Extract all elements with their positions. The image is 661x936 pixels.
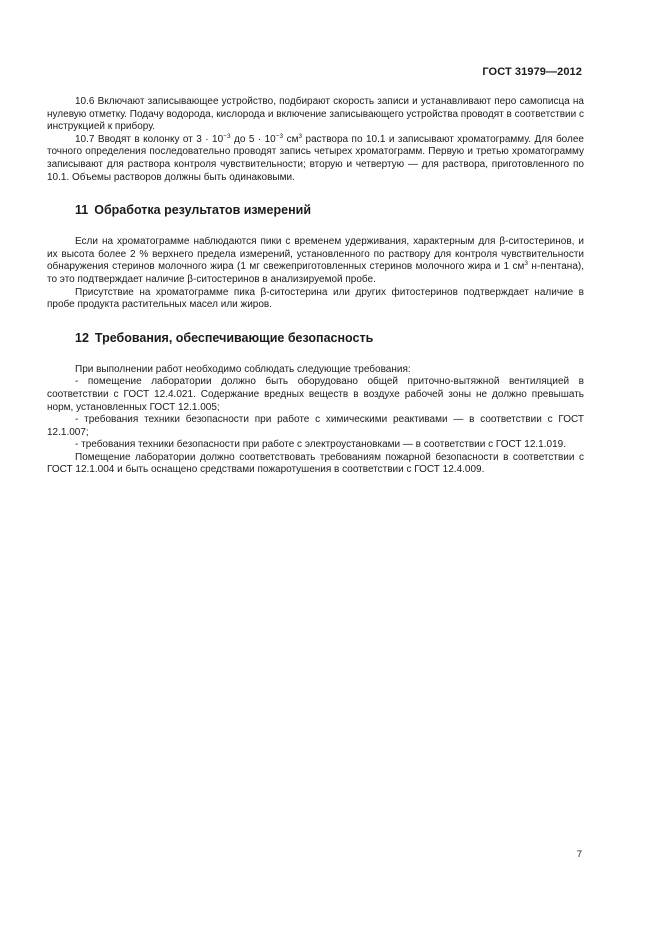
page-number: 7 (576, 849, 582, 860)
section-11-number: 11 (75, 203, 89, 218)
paragraph-10-7 (47, 134, 584, 184)
section-12-closing: Помещение лаборатории должно соответствовать требованиям пожарной безопасности в соответствии с ГОСТ 12.1.004 и быть оснащено средствами пожаротушения в соответствии с ГОСТ 12.4.009. (47, 451, 584, 476)
section-12-title: Требования, обеспечивающие безопасность (94, 330, 374, 345)
exponent-3: 3 (298, 132, 303, 140)
section-11-paragraph-1-text-b: н-пентана), то это подтверждает наличие β-ситостеринов в анализируемой пробе. (47, 261, 585, 285)
paragraph-10-7-text-b: до 5 · 10 (230, 133, 276, 145)
exponent-2: −3 (275, 132, 284, 140)
paragraph-10-7-text-d: раствора по 10.1 и записывают хроматограмму. Для более точного определения последовательно проводят запись четырех хроматограмм. Первую и третью хроматограмму записывают для раствора контроля чувствительности; вторую и четвертую — для раствора, приготовленного по 10.1. Объемы растворов должны быть одинаковыми. (47, 133, 584, 183)
section-12-heading (47, 331, 584, 346)
section-12-item-3: - требования техники безопасности при работе с электроустановками — в соответствии с ГОСТ 12.1.019. (75, 439, 566, 451)
section-12-number: 12 (75, 330, 89, 345)
exponent-1: −3 (223, 132, 231, 140)
exponent-4: 3 (524, 260, 529, 268)
section-11-title: Обработка результатов измерений (94, 203, 312, 218)
section-11-paragraph-1 (47, 236, 584, 286)
section-11-paragraph-2: Присутствие на хроматограмме пика β-ситостерина или других фитостеринов подтверждает наличие в пробе продукта растительных масел или жиров. (47, 286, 584, 311)
section-11-paragraph-1-text-a: Если на хроматограмме наблюдаются пики с временем удерживания, характерным для β-ситостеринов, и их высота более 2 % верхнего предела измерений, установленного по раствору для контроля чувствительности обнаружения стеринов молочного жира (1 мг свежеприготовленных стеринов молочного жира и 1 см (47, 236, 584, 273)
section-12-intro: При выполнении работ необходимо соблюдать следующие требования: (75, 363, 411, 375)
paragraph-10-7-text-c: см (283, 133, 299, 145)
document-body (47, 96, 584, 477)
section-11-heading (47, 203, 584, 218)
section-12-item-2: - требования техники безопасности при работе с химическими реактивами — в соответствии с ГОСТ 12.1.007; (47, 414, 584, 438)
section-12-item-1: - помещение лаборатории должно быть оборудовано общей приточно-вытяжной вентиляцией в соответствии с ГОСТ 12.4.021. Содержание вредных веществ в воздухе рабочей зоны не должно превышать норм, установленных ГОСТ 12.1.005; (47, 376, 584, 413)
paragraph-10-7-text-a: 10.7 Вводят в колонку от 3 · 10 (75, 133, 224, 145)
document-code-header: ГОСТ 31979—2012 (482, 66, 582, 78)
paragraph-10-6: 10.6 Включают записывающее устройство, подбирают скорость записи и устанавливают перо самописца на нулевую отметку. Подачу водорода, кислорода и включение записывающего устройства проводят в соответствии с инструкцией к прибору. (47, 96, 584, 133)
